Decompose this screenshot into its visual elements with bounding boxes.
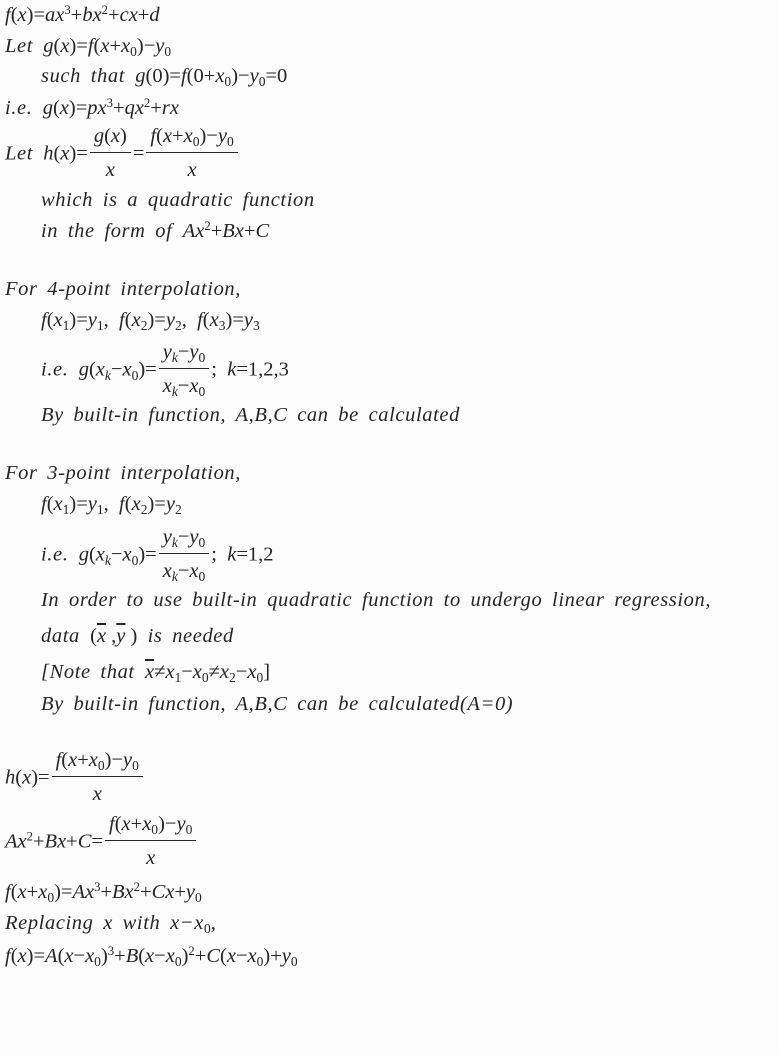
cubic-definition: $f(x)=ax^3+bx^2+cx+d$ [5,3,160,26]
three-point-g-values: i.e. $g(x_k-x_0)=$ $\frac{y_k-y_0}{x_k-x_0}$ ; k=1,2 [41,526,274,585]
note-prefix: [Note that [41,661,135,683]
g-polynomial: i.e. $g(x)=px^3+qx^2+rx$ [5,96,179,119]
fraction: $\frac{y_k-y_0}{x_k-x_0}$ [159,340,210,398]
is-needed-text: is needed [147,625,234,647]
three-point-heading [5,461,241,485]
regression-text: In order to use built-in quadratic function to undergo linear regression, [41,589,712,611]
which-is-text: which is a quadratic function [41,189,315,211]
four-point-conditions: $f(x_1)=y_1$, $f(x_2)=y_2$, $f(x_3)=y_3$ [41,309,260,334]
three-point-title: For 3-point interpolation, [5,462,241,484]
four-point-title: For 4-point interpolation, [5,278,241,300]
builtin-text-a0: By built-in function, A,B,C can be calculated(A=0) [41,693,514,715]
three-point-conditions: $f(x_1)=y_1$, $f(x_2)=y_2$ [41,493,182,518]
replacing-text: Replacing x with x−x [5,912,204,934]
ie-word: i.e. [5,97,33,119]
in-form-text: in the form of [41,220,173,242]
such-that-line: such that $g(0)=f(0+x_0)-y_0=0$ [41,65,288,90]
fraction: $\frac{f(x+x_0)-y_0}{x}$ [52,748,143,806]
four-point-heading [5,277,241,301]
data-needed-line: data ($\overline{x}$ $,\overline{y}$ ) is needed [41,625,234,647]
quadratic-form: in the form of $Ax^2+Bx+C$ [41,219,270,242]
builtin-note-3 [41,692,513,716]
fraction: $\frac{g(x)}{x}$ [90,124,131,182]
note-line: [Note that $\overline{x}\ne x_1-x_0\ne x_2-x_0$] [41,661,271,686]
data-word: data [41,625,80,647]
four-point-g-values: i.e. $g(x_k-x_0)=$ $\frac{y_k-y_0}{x_k-x_0}$ ; k=1,2,3 [41,341,289,400]
shifted-cubic: $f(x+x_0)=Ax^3+Bx^2+Cx+y_0$ [5,880,202,906]
such-that-words: such that [41,65,125,87]
define-h: Let h(x)= $\frac{g(x)}{x}$ = $\frac{f(x+x_0)-y_0}{x}$ [5,126,240,184]
let-word: Let [5,35,33,57]
regression-note [41,588,711,612]
quadratic-note [41,188,315,212]
replacing-line: Replacing x with $x-x_0$, [5,912,216,937]
fraction: $\frac{f(x+x_0)-y_0}{x}$ [105,812,196,870]
fraction: $\frac{f(x+x_0)-y_0}{x}$ [146,124,237,182]
quadratic-equals-h: $Ax^2+Bx+C=$ $\frac{f(x+x_0)-y_0}{x}$ [5,814,198,872]
builtin-note-4 [41,403,460,427]
final-formula: $f(x)=A(x-x_0)^3+B(x-x_0)^2+C(x-x_0)+y_0$ [5,944,298,970]
builtin-text: By built-in function, A,B,C can be calculated [41,404,460,426]
define-g: Let $g(x)=f(x+x_0)-y_0$ [5,35,172,60]
fraction: $\frac{y_k-y_0}{x_k-x_0}$ [159,525,210,583]
h-expression: h(x)= $\frac{f(x+x_0)-y_0}{x}$ [5,750,145,808]
